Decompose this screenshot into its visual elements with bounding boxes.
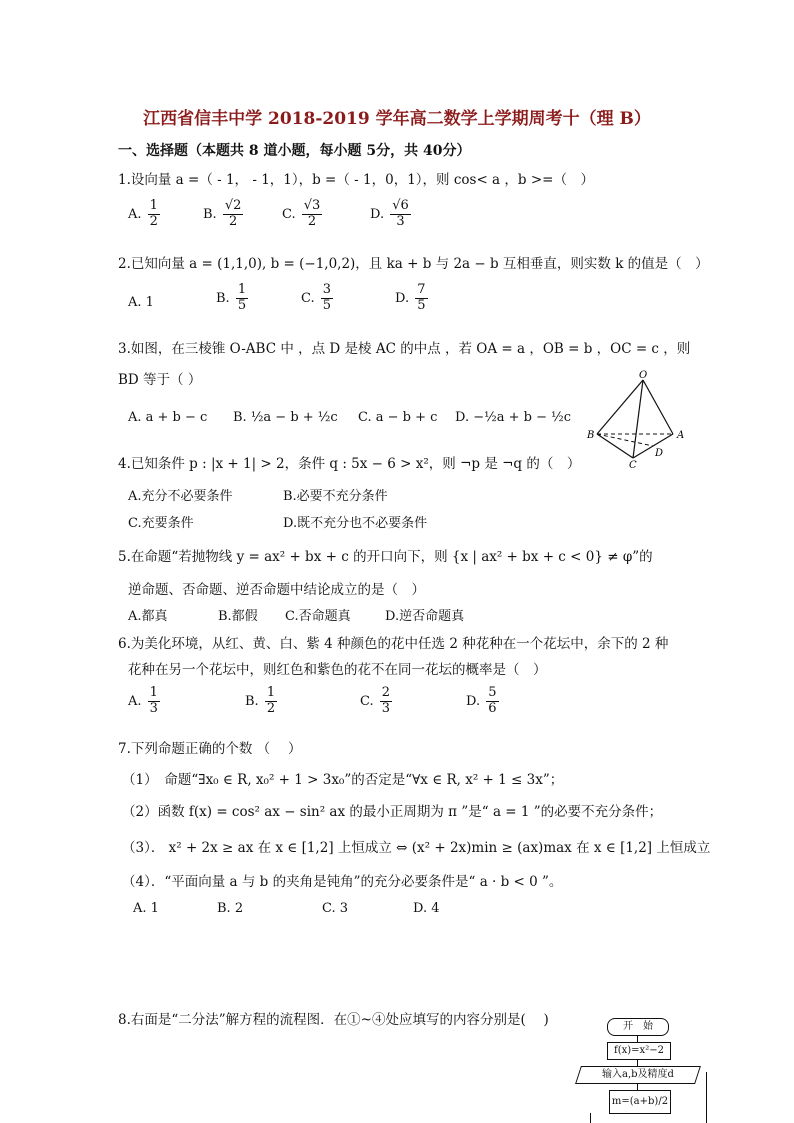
- label-c: C: [629, 460, 637, 470]
- q1-option-c-label: C.: [282, 206, 296, 222]
- q6-option-b-label: B.: [245, 693, 259, 709]
- label-b: B: [587, 430, 595, 441]
- q5-option-b[interactable]: B.都假: [218, 609, 258, 624]
- edge-bc: [597, 434, 633, 458]
- q6-option-b-fraction: [265, 686, 277, 717]
- flowchart-arrow-2: [637, 1059, 638, 1066]
- q1-b-den: 2: [228, 213, 238, 229]
- q7-statement-3: （3）． x² + 2x ≥ ax 在 x ∈ [1,2] 上恒成立 ⇔ (x² + 2x)min ≥ (ax)max 在 x ∈ [1,2] 上恒成立: [122, 840, 711, 856]
- q2-option-a-label: A.: [128, 295, 142, 310]
- label-o: O: [639, 370, 648, 381]
- q2-option-b[interactable]: [216, 283, 250, 314]
- q3-option-d[interactable]: D. −½a + b − ½c: [455, 410, 571, 425]
- edge-oc: [633, 380, 643, 458]
- q7-option-d[interactable]: D. 4: [413, 901, 440, 916]
- q4-option-b[interactable]: B.必要不充分条件: [283, 489, 388, 504]
- q3-option-c[interactable]: C. a − b + c: [358, 410, 438, 425]
- q1-option-c[interactable]: [282, 199, 324, 230]
- label-a: A: [677, 430, 685, 441]
- q1-option-a[interactable]: [128, 199, 162, 230]
- q2-d-den: 5: [417, 297, 426, 313]
- question-5-line-2: 逆命题、否命题、逆否命题中结论成立的是（ ）: [128, 582, 425, 598]
- section-heading: 一、选择题（本题共 8 道小题，每小题 5分，共 40分）: [118, 143, 471, 159]
- question-7-text: 7.下列命题正确的个数 （ ）: [118, 741, 302, 757]
- q7-option-b[interactable]: B. 2: [217, 901, 244, 916]
- q6-d-num: 5: [488, 685, 497, 700]
- flowchart-start: 开 始: [607, 1018, 669, 1036]
- q1-d-num: √6: [392, 198, 409, 213]
- q6-option-a-fraction: [148, 686, 160, 717]
- q6-b-den: 2: [266, 700, 276, 716]
- q2-option-b-fraction: [236, 283, 248, 314]
- tetrahedron-figure: [585, 370, 695, 470]
- q7-statement-4: （4）．“平面向量 a 与 b 的夹角是钝角”的充分必要条件是“ a · b < 0 ”。: [122, 874, 563, 890]
- q7-statement-2: （2）函数 f(x) = cos² ax − sin² ax 的最小正周期为 π ”是“ a = 1 ”的必要不充分条件；: [122, 804, 663, 820]
- q2-option-b-label: B.: [216, 290, 230, 306]
- q1-a-den: 2: [149, 213, 158, 229]
- q2-c-num: 3: [322, 282, 332, 297]
- q1-c-num: √3: [303, 198, 321, 213]
- q2-b-num: 1: [237, 282, 247, 297]
- flowchart-arrow-3: [637, 1083, 638, 1090]
- question-1-text: 1.设向量 a =（ - 1， - 1，1），b =（ - 1，0，1），则 cos< a ，b >=（ ）: [118, 172, 594, 188]
- q3-option-a[interactable]: A. a + b − c: [128, 410, 208, 425]
- q2-d-num: 7: [417, 282, 426, 297]
- question-3-line-2: BD 等于（ ）: [118, 372, 202, 388]
- q6-option-c[interactable]: [360, 686, 394, 717]
- q6-a-num: 1: [149, 685, 158, 700]
- q6-c-den: 3: [381, 700, 391, 716]
- q2-option-c[interactable]: [301, 283, 335, 314]
- q2-option-a-value: 1: [145, 295, 154, 310]
- q6-d-den: 6: [488, 700, 497, 716]
- q2-option-c-label: C.: [301, 290, 315, 306]
- question-2-text: 2.已知向量 a = (1,1,0), b = (−1,0,2)，且 ka + b 与 2a − b 互相垂直，则实数 k 的值是（ ）: [118, 256, 709, 272]
- label-d: D: [655, 448, 664, 459]
- q1-a-num: 1: [149, 198, 158, 213]
- q6-option-a-label: A.: [128, 693, 142, 709]
- q5-option-c[interactable]: C.否命题真: [285, 609, 351, 624]
- q4-option-d[interactable]: D.既不充分也不必要条件: [283, 516, 428, 531]
- q4-option-c[interactable]: C.充要条件: [128, 516, 194, 531]
- flowchart-input-label: 输入a,b及精度d: [602, 1069, 674, 1080]
- q2-c-den: 5: [322, 297, 332, 313]
- q6-option-d-fraction: [486, 686, 498, 717]
- q2-option-c-fraction: [321, 283, 333, 314]
- q2-b-den: 5: [237, 297, 247, 313]
- flowchart-midpoint-box: m=(a+b)/2: [609, 1090, 671, 1114]
- question-8-text: 8.右面是“二分法”解方程的流程图．在①~④处应填写的内容分别是( ): [118, 1012, 549, 1028]
- question-6-line-1: 6.为美化环境，从红、黄、白、紫 4 种颜色的花中任选 2 种花种在一个花坛中，余下的 2 种: [118, 636, 669, 652]
- q6-a-den: 3: [149, 700, 158, 716]
- flowchart-left-line: [590, 1113, 591, 1123]
- q1-option-b-label: B.: [203, 206, 217, 222]
- q6-option-c-label: C.: [360, 693, 374, 709]
- q4-option-a[interactable]: A.充分不必要条件: [128, 489, 233, 504]
- page-title: 江西省信丰中学 2018-2019 学年高二数学上学期周考十（理 B）: [143, 109, 651, 129]
- edge-ob: [597, 380, 643, 434]
- q7-statement-1: （1） 命题“∃x₀ ∈ R, x₀² + 1 > 3x₀”的否定是“∀x ∈ R, x² + 1 ≤ 3x”；: [122, 772, 564, 788]
- q6-option-c-fraction: [380, 686, 392, 717]
- q6-option-a[interactable]: [128, 686, 162, 717]
- q6-c-num: 2: [381, 685, 391, 700]
- flowchart-loop-line: [706, 1072, 707, 1123]
- q2-option-d-label: D.: [395, 290, 410, 306]
- q1-option-a-label: A.: [128, 206, 142, 222]
- q2-option-d-fraction: [415, 283, 427, 314]
- flowchart-input-box: [575, 1066, 701, 1084]
- q1-option-b[interactable]: [203, 199, 245, 230]
- flowchart-function-box: f(x)=x²−2: [607, 1042, 671, 1060]
- q2-option-d[interactable]: [395, 283, 430, 314]
- q1-option-d-fraction: [390, 199, 411, 230]
- question-3-line-1: 3.如图，在三棱锥 O-ABC 中 ，点 D 是棱 AC 的中点 ，若 OA = a ，OB = b ，OC = c ，则: [118, 341, 691, 357]
- question-5-line-1: 5.在命题“若抛物线 y = ax² + bx + c 的开口向下，则 {x | ax² + bx + c < 0} ≠ φ”的: [118, 549, 653, 565]
- q7-option-c[interactable]: C. 3: [322, 901, 349, 916]
- q1-option-d[interactable]: [370, 199, 413, 230]
- q6-option-d[interactable]: [466, 686, 501, 717]
- q1-d-den: 3: [396, 213, 405, 229]
- q6-option-b[interactable]: [245, 686, 279, 717]
- q3-option-b[interactable]: B. ½a − b + ½c: [233, 410, 338, 425]
- q7-option-a[interactable]: A. 1: [133, 901, 159, 916]
- q6-b-num: 1: [266, 685, 276, 700]
- q1-c-den: 2: [307, 213, 317, 229]
- q6-option-d-label: D.: [466, 693, 481, 709]
- question-4-text: 4.已知条件 p : |x + 1| > 2，条件 q : 5x − 6 > x²，则 ¬p 是 ¬q 的（ ）: [118, 456, 581, 472]
- q1-option-b-fraction: [223, 199, 244, 230]
- q1-option-d-label: D.: [370, 206, 385, 222]
- flowchart-arrow-1: [637, 1035, 638, 1042]
- q1-option-c-fraction: [302, 199, 323, 230]
- q5-option-a[interactable]: A.都真: [128, 609, 168, 624]
- q2-option-a[interactable]: [128, 295, 154, 310]
- edge-oa: [643, 380, 673, 434]
- q5-option-d[interactable]: D.逆否命题真: [385, 609, 465, 624]
- question-6-line-2: 花种在另一个花坛中，则红色和紫色的花不在同一花坛的概率是（ ）: [128, 662, 547, 678]
- q1-b-num: √2: [224, 198, 242, 213]
- q1-option-a-fraction: [148, 199, 160, 230]
